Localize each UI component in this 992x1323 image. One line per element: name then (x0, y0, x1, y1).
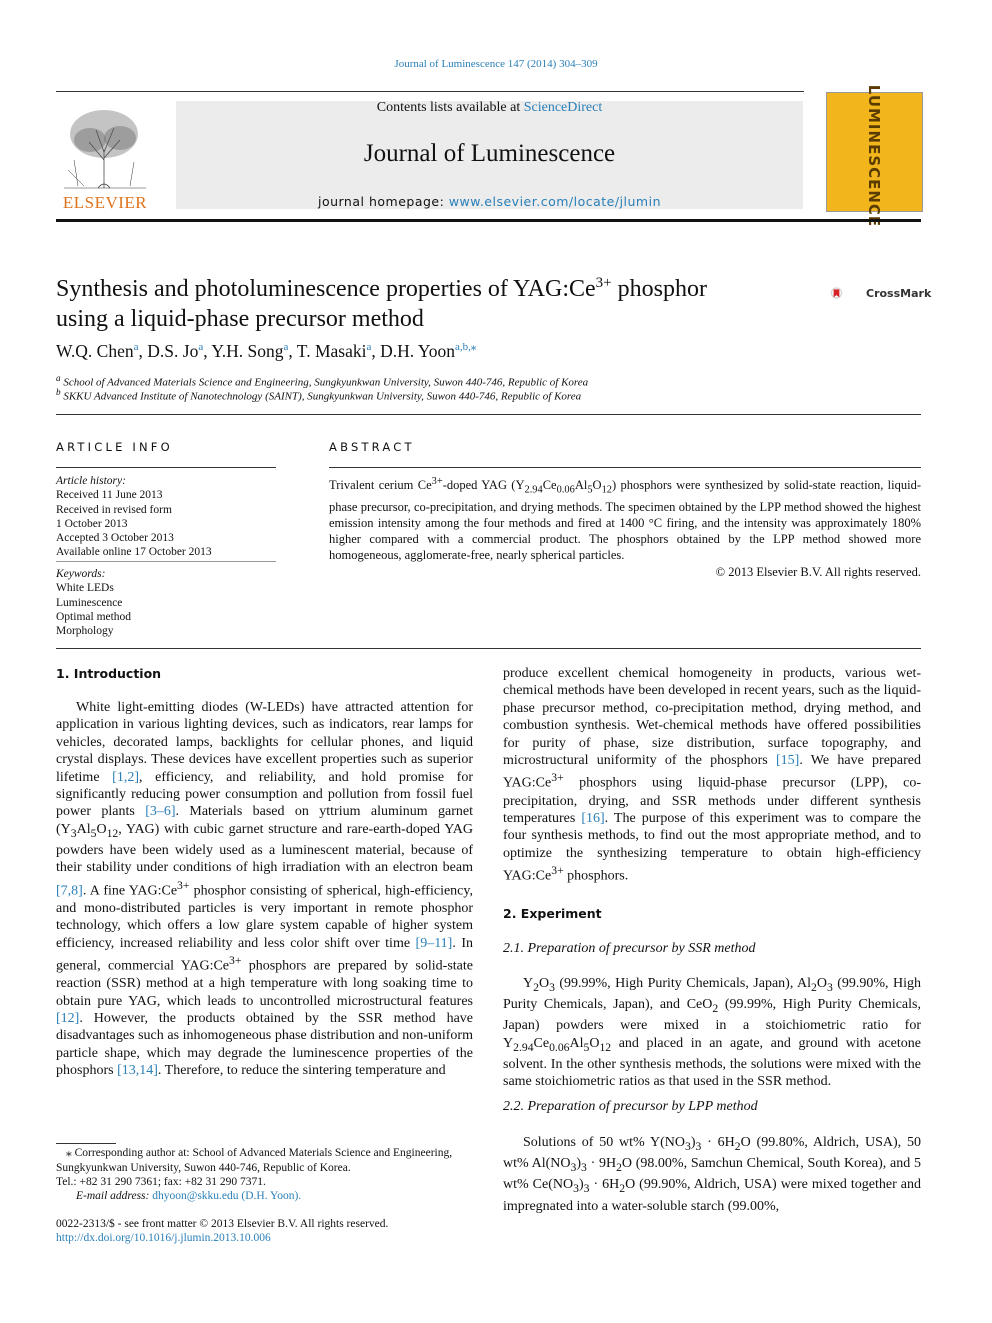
keywords: Keywords: White LEDs Luminescence Optimal method Morphology (56, 568, 132, 638)
header-top-rule (56, 91, 804, 92)
subsection-2-2-heading: 2.2. Preparation of precursor by LPP method (503, 1099, 758, 1114)
article-info-rule (56, 467, 276, 468)
author[interactable]: D.H. Yoon$^{a,b,⁎}$ (380, 340, 477, 361)
author[interactable]: Y.H. Song$^a$, (211, 340, 297, 361)
keyword: Morphology (56, 625, 114, 638)
keyword: White LEDs (56, 582, 114, 595)
keyword: Luminescence (56, 596, 123, 609)
contents-line: Contents lists available at ScienceDirect (376, 100, 603, 115)
sciencedirect-link[interactable]: ScienceDirect (523, 100, 603, 115)
crossmark-label[interactable]: CrossMark (866, 287, 932, 300)
article-title: Synthesis and photoluminescence properties of $YAG:Ce^{3+}$ phosphor using a liquid-phase precursor method (56, 275, 707, 332)
email-link[interactable]: dhyoon@skku.edu (152, 1190, 239, 1202)
article-history: Article history: Received 11 June 2013 Received in revised form 1 October 2013 Accepted 3 October 2013 Available online 17 October 2013 (56, 475, 212, 559)
body-rule (56, 648, 921, 649)
citation-link[interactable]: [12] (56, 1011, 80, 1027)
header-bottom-rule (56, 219, 921, 222)
abstract-text: Trivalent cerium $Ce^{3+}$-doped YAG $(Y_{2.94}Ce_{0.06}Al_5O_{12})$ phosphors were synthesized by solid-state reaction, liquid-phase precursor, co-precipitation, and drying methods. The specimen obtained by the LPP method showed the highest emission intensity among the four methods and fired at 1400 °C firing, and the intensity was approximately 180% higher compared with a commercial product. The phosphors obtained by the LPP method showed more homogeneous, agglomerate-free, nearly spherical particles. © 2013 Elsevier B.V. All rights reserved. (329, 476, 922, 579)
lpp-paragraph: Solutions of 50 wt% $Y(NO_3)_3 \cdot 6H_2O$ (99.80%, Aldrich, USA), 50 wt% $Al(NO_3)_3 \cdot 9H_2O$ (98.00%, Samchun Chemical, South Korea), and 5 wt% $Ce(NO_3)_3 \cdot 6H_2O$ (99.90%, Aldrich, USA) were mixed together and impregnated into a water-soluble starch (99.00%, (503, 1135, 922, 1214)
citation-link[interactable]: [13,14] (117, 1063, 158, 1079)
keyword: Optimal method (56, 610, 132, 623)
intro-heading: 1. Introduction (56, 666, 162, 681)
author-list (56, 340, 926, 362)
crossmark-icon[interactable] (830, 275, 866, 311)
abstract-rule (329, 467, 921, 468)
issn-line: 0022-2313/$ - see front matter © 2013 Elsevier B.V. All rights reserved. (56, 1218, 389, 1230)
citation-link[interactable]: [1,2] (112, 769, 139, 785)
affiliation-b: $^b$ SKKU Advanced Institute of Nanotechnology (SAINT), Sungkyunkwan University, Suwon 440-746, Republic of Korea (56, 387, 582, 403)
affiliation-a: $^a$ School of Advanced Materials Science and Engineering, Sungkyunkwan University, Suwon 440-746, Republic of Korea (56, 373, 589, 389)
homepage-line: journal homepage: www.elsevier.com/locate/jlumin (317, 194, 662, 209)
intro-paragraph: White light-emitting diodes (W-LEDs) have attracted attention for application in various lighting devices, such as indicators, rear lamps for vehicles, decorated lamps, backlights for cellular phones, and liquid crystal displays. These devices have excellent properties such as superior lifetime [1,2], efficiency, and reliability, and hold promise for significantly reducing power consumption and pollution from fossil fuel power plants [3–6]. Materials based on yttrium aluminum garnet ($Y_3Al_5O_{12}$, YAG) with cubic garnet structure and rare-earth-doped YAG powders have been widely used as a luminescent material, because of their stability under conditions of high irradiation with an electron beam [7,8]. A fine $YAG:Ce^{3+}$ phosphor consisting of spherical, high-efficiency, and mono-distributed particles is very important in remote phosphor technology, which offers a low glare system capable of higher system efficiency, increased reliability and less color shift over time [9–11]. In general, commercial $YAG:Ce^{3+}$ phosphors are prepared by solid-state reaction (SSR) method at a high temperature with long soaking time to obtain pure YAG, which leads to uncontrolled microstructural features [12]. However, the products obtained by the SSR method have disadvantages such as inhomogeneous phase distribution and non-uniform particle shape, which may degrade the luminescence properties of the phosphors [13,14]. Therefore, to reduce the sintering temperature and (56, 700, 473, 1079)
journal-title: Journal of Luminescence (363, 140, 616, 167)
author[interactable]: W.Q. Chen$^a$, (56, 340, 148, 361)
subsection-2-1-heading: 2.1. Preparation of precursor by SSR method (503, 941, 756, 956)
elsevier-wordmark: ELSEVIER (62, 193, 148, 212)
contact-phone: Tel.: +82 31 290 7361; fax: +82 31 290 7371. (56, 1176, 266, 1188)
experiment-heading: 2. Experiment (503, 906, 602, 921)
intro-paragraph-continued: produce excellent chemical homogeneity in products, various wet-chemical methods have been developed in recent years, such as the liquid-phase precursor method, co-precipitation method, drying method, and combustion synthesis. Wet-chemical methods have offered possibilities for purity of phase, size distribution, surface topography, and microstructural uniformity of the phosphors [15]. We have prepared $YAG:Ce^{3+}$ phosphors using liquid-phase precursor (LPP), co-precipitation, drying, and SSR methods under different synthesis temperatures [16]. The purpose of this experiment was to compare the four synthesis methods, to find out the most appropriate method, and to optimize the synthesizing temperature to obtain high-efficiency $YAG:Ce^{3+}$ phosphors. (503, 666, 922, 884)
copyright: © 2013 Elsevier B.V. All rights reserved. (715, 564, 921, 579)
abstract-label: ABSTRACT (329, 440, 415, 454)
footnote-rule (56, 1143, 116, 1144)
citation-link[interactable]: [7,8] (56, 883, 83, 899)
author[interactable]: D.S. Jo$^a$, (147, 340, 212, 361)
doi-link[interactable]: http://dx.doi.org/10.1016/j.jlumin.2013.10.006 (56, 1232, 271, 1244)
citation-link[interactable]: [15] (775, 753, 800, 769)
citation-link[interactable]: [3–6] (145, 804, 176, 820)
citation-link[interactable]: [16] (581, 810, 605, 826)
journal-cover-image (826, 84, 923, 228)
keywords-rule (56, 561, 276, 562)
corresponding-author-note: ⁎ Corresponding author at: School of Advanced Materials Science and Engineering, Sungkyunkwan University, Suwon 440-746, Republic of Korea. (56, 1147, 453, 1174)
ssr-paragraph: $Y_2O_3$ (99.99%, High Purity Chemicals, Japan), $Al_2O_3$ (99.90%, High Purity Chemicals, Japan), and CeO$_2$ (99.99%, High Purity Chemicals, Japan) powders were mixed in a stoichiometric ratio for $Y_{2.94}Ce_{0.06}Al_5O_{12}$ and placed in an agate, and ground with acetone solvent. In the other synthesis methods, the solutions were mixed with the same stoichiometric ratios as that used in the SSR method. (503, 976, 921, 1090)
article-info-label: ARTICLE INFO (56, 440, 173, 454)
cover-title: LUMINESCENCE (865, 84, 884, 228)
journal-reference[interactable]: Journal of Luminescence 147 (2014) 304–309 (394, 58, 598, 70)
section-rule (56, 414, 921, 415)
citation-link[interactable]: [9–11] (415, 935, 453, 951)
homepage-link[interactable]: www.elsevier.com/locate/jlumin (448, 194, 662, 209)
contact-email: E-mail address: dhyoon@skku.edu (D.H. Yoon). (76, 1190, 302, 1202)
author[interactable]: T. Masaki$^a$, (296, 340, 381, 361)
